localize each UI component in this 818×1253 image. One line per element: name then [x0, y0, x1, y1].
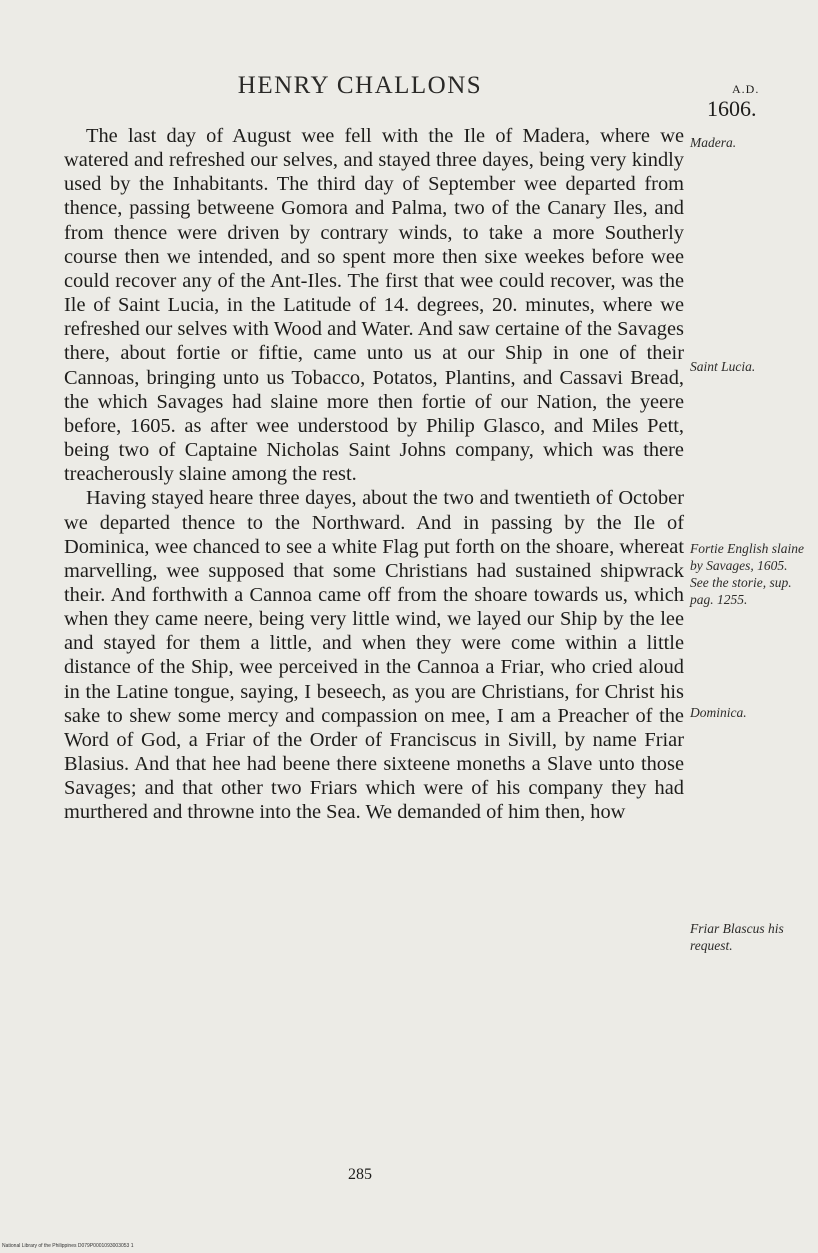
margin-note-saint-lucia: Saint Lucia. [690, 359, 756, 374]
margin-note-dominica: Dominica. [690, 705, 747, 720]
running-title: HENRY CHALLONS [237, 72, 483, 99]
year-label: 1606. [707, 96, 757, 121]
margin-note-madera: Madera. [690, 135, 737, 150]
paragraph: Having stayed heare three dayes, about the two and twentieth of October we departed thence to the Northward. And in passing by the Ile of Dominica, wee chanced to see a white Flag put forth on the shoare, whereat marvelling, wee supposed that some Christians had sustained shipwrack their. And forthwith a Cannoa came off from the shoare towards us, which when they came neere, being very little wind, we layed our Ship by the lee and stayed for them a little, and when they were come within a little distance of the Ship, wee perceived in the Cannoa a Friar, who cried aloud in the Latine tongue, saying, I beseech, as you are Christians, for Christ his sake to shew some mercy and compassion on mee, I am a Preacher of the Word of God, a Friar of the Order of Franciscus in Sivill, by name Friar Blasius. And that hee had beene there sixteene moneths a Slave unto those Savages; and that other two Friars which were of his company they had murthered and throwne into the Sea. We demanded of him then, how [64, 487, 684, 824]
margin-note-friar-request: Friar Blascus his request. [690, 921, 784, 953]
date-label: A.D. [732, 82, 760, 96]
page-number: 285 [348, 1166, 372, 1183]
margin-note-fortie-english: Fortie English slaine by Savages, 1605. See the storie, sup. pag. 1255. [690, 541, 804, 607]
body-text [64, 124, 684, 825]
library-footer: National Library of the Philippines D079P0001093003053 1 [2, 1243, 134, 1249]
paragraph: The last day of August wee fell with the Ile of Madera, where we watered and refreshed our selves, and stayed three dayes, being very kindly used by the Inhabitants. The third day of September wee departed from thence, passing betweene Gomora and Palma, two of the Canary Iles, and from thence were driven by contrary winds, to take a more Southerly course then we intended, and so spent more then sixe weekes before wee could recover any of the Ant-Iles. The first that wee could recover, was the Ile of Saint Lucia, in the Latitude of 14. degrees, 20. minutes, where we refreshed our selves with Wood and Water. And saw certaine of the Savages there, about fortie or fiftie, came unto us at our Ship in one of their Cannoas, bringing unto us Tobacco, Potatos, Plantins, and Cassavi Bread, the which Savages had slaine more then fortie of our Nation, the yeere before, 1605. as after wee understood by Philip Glasco, and Miles Pett, being two of Captaine Nicholas Saint Johns company, which was there treacherously slaine among the rest. [64, 125, 684, 486]
